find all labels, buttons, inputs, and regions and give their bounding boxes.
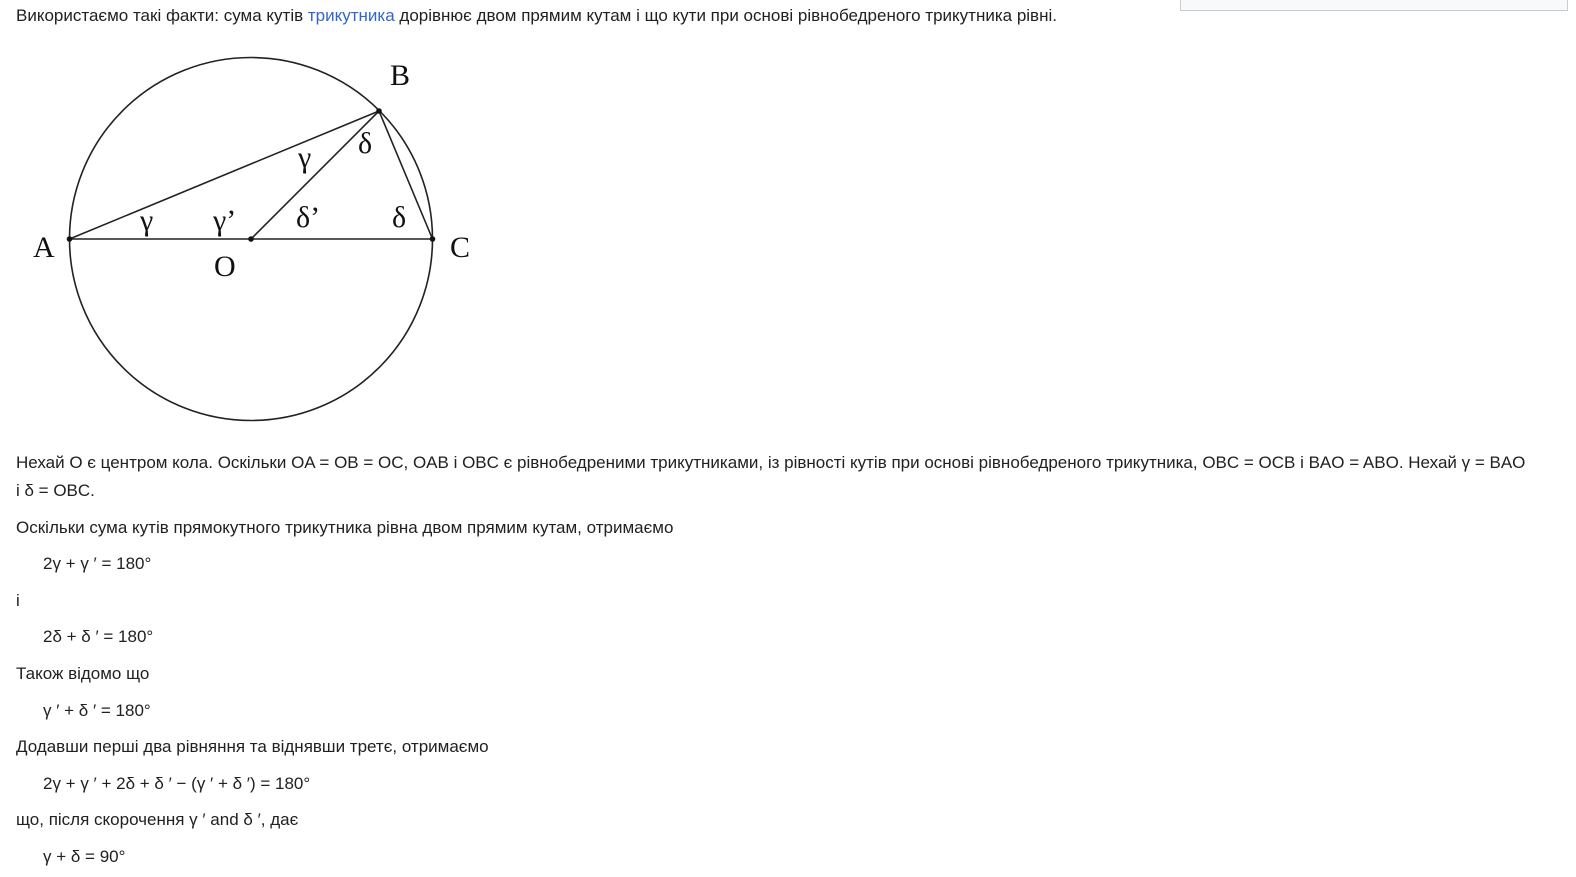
angle-gamma-prime: γ’ xyxy=(213,204,237,237)
point-O-dot xyxy=(248,236,254,242)
intro-text-before: Використаємо такі факти: сума кутів xyxy=(16,6,308,25)
paragraph-2: Оскільки сума кутів прямокутного трикутника рівна двом прямим кутам, отримаємо xyxy=(16,518,674,537)
paragraph-1-line-1: Нехай O є центром кола. Оскільки OA = OB = OC, OAB і OBC є рівнобедреними трикутниками, із рівності кутів при основі рівнобедреного трикутника, OBC = OCB і BAO = ABO. Нехай γ = BAO xyxy=(16,453,1526,472)
point-B-dot xyxy=(376,108,382,114)
paragraph-5: що, після скорочення γ ′ and δ ′, дає xyxy=(16,810,299,829)
angle-delta-at-B: δ xyxy=(358,127,373,160)
intro-paragraph xyxy=(16,5,1057,27)
equation-4: 2γ + γ ′ + 2δ + δ ′ − (γ ′ + δ ′) = 180° xyxy=(43,774,311,793)
label-A: A xyxy=(33,231,55,264)
angle-delta-at-C: δ xyxy=(392,201,407,234)
angle-gamma-at-B: γ xyxy=(298,141,312,174)
label-C: C xyxy=(450,231,471,264)
equation-5: γ + δ = 90° xyxy=(43,847,126,866)
paragraph-3: Також відомо що xyxy=(16,664,150,683)
point-A-dot xyxy=(67,236,73,242)
angle-gamma-at-A: γ xyxy=(140,204,154,237)
label-B: B xyxy=(390,59,411,92)
label-O: O xyxy=(214,250,236,283)
paragraph-1-line-2: і δ = OBC. xyxy=(16,481,95,500)
thales-theorem-figure xyxy=(20,40,490,435)
triangle-link[interactable]: трикутника xyxy=(307,6,395,25)
angle-delta-prime: δ’ xyxy=(296,201,321,234)
paragraph-4: Додавши перші два рівняння та віднявши третє, отримаємо xyxy=(16,737,489,756)
equation-2: 2δ + δ ′ = 180° xyxy=(43,627,154,646)
equation-3: γ ′ + δ ′ = 180° xyxy=(43,701,151,720)
point-C-dot xyxy=(430,236,436,242)
sidebar-box-edge xyxy=(1180,0,1568,11)
intro-text-after: дорівнює двом прямим кутам і що кути при основі рівнобедреного трикутника рівні. xyxy=(394,6,1057,25)
conjunction: і xyxy=(16,591,20,610)
equation-1: 2γ + γ ′ = 180° xyxy=(43,554,152,573)
